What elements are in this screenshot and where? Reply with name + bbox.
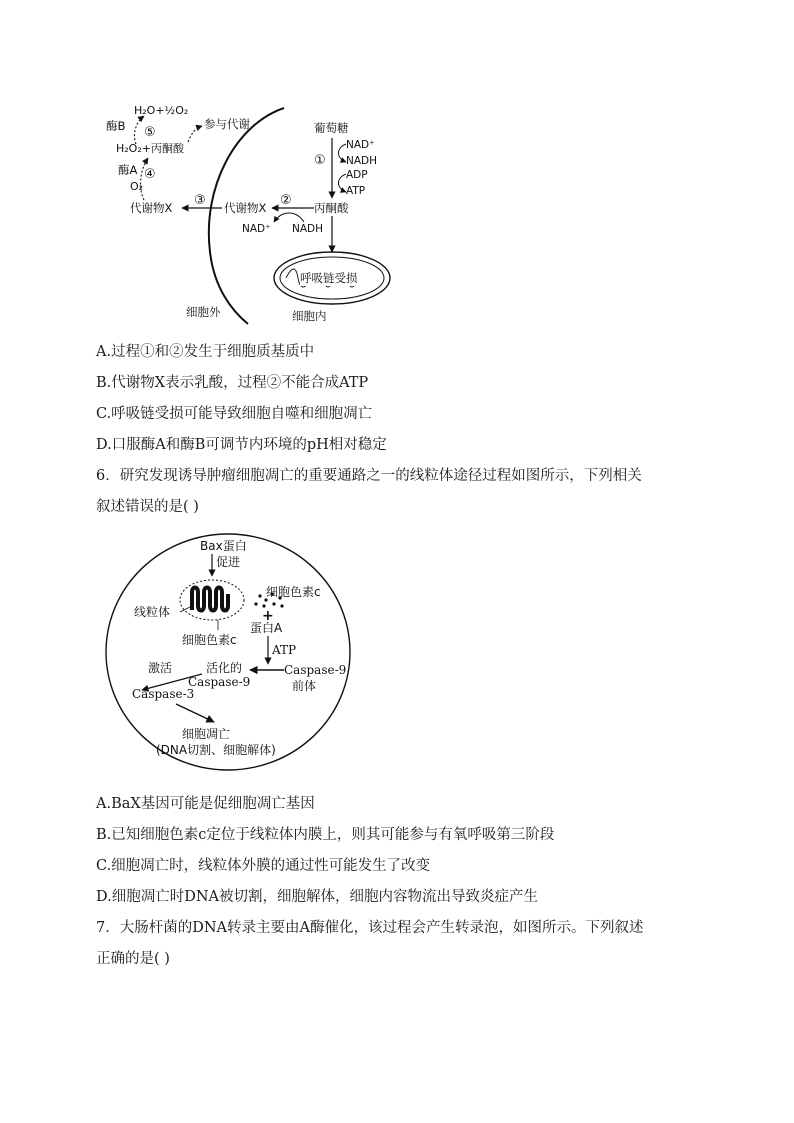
- enzyme-b-arrow: [134, 116, 144, 144]
- nadh-bottom-label: NADH: [292, 223, 324, 235]
- mitochondrion-label: 线粒体: [134, 605, 171, 619]
- h2o2-pyruvate-label: H₂O₂+丙酮酸: [116, 142, 184, 155]
- cell-membrane: [209, 108, 284, 324]
- apoptosis-label: 细胞凋亡: [182, 727, 231, 741]
- respiratory-chain-label: 呼吸链受损: [300, 271, 358, 285]
- metabolite-x-inside-label: 代谢物X: [224, 201, 267, 215]
- caspase9-active-label: Caspase-9: [188, 675, 251, 689]
- q5-option-d: D.口服酶A和酶B可调节内环境的pH相对稳定: [96, 437, 387, 453]
- metabolism-diagram: [96, 92, 396, 328]
- q6-option-c: C.细胞凋亡时，线粒体外膜的通过性可能发生了改变: [96, 858, 431, 874]
- activate-label: 激活: [148, 661, 173, 675]
- q5-option-b: B.代谢物X表示乳酸，过程②不能合成ATP: [96, 375, 369, 391]
- plus-sign: +: [262, 608, 274, 624]
- adp-label: ADP: [346, 169, 368, 181]
- nadh-label: NADH: [346, 155, 378, 167]
- cytochrome-c-below-label: 细胞色素c: [182, 633, 237, 647]
- atp-label: ATP: [346, 185, 366, 197]
- q5-option-a: A.过程①和②发生于细胞质基质中: [96, 344, 315, 360]
- nad-reduction-arc: [339, 144, 347, 162]
- activated-label: 活化的: [206, 661, 243, 675]
- caspase3-label: Caspase-3: [132, 687, 195, 701]
- h2o-half-o2-label: H₂O+½O₂: [134, 104, 189, 117]
- q7-stem-line2: 正确的是( ): [96, 951, 170, 967]
- caspase9-pre-label: Caspase-9: [284, 663, 347, 677]
- atp-synthesis-arc: [339, 174, 347, 192]
- step1-marker: ①: [314, 153, 326, 168]
- mitochondrion-shape: [180, 580, 244, 620]
- enzyme-b-label: 酶B: [106, 119, 126, 133]
- intracellular-label: 细胞内: [292, 309, 327, 323]
- extracellular-label: 细胞外: [186, 305, 221, 319]
- o2-label: O₂: [130, 180, 144, 193]
- q6-stem-line2: 叙述错误的是( ): [96, 499, 199, 515]
- apoptosis-detail-label: (DNA切割、细胞解体): [156, 743, 276, 757]
- step3-marker: ③: [194, 193, 206, 208]
- cytochrome-c-right-label: 细胞色素c: [266, 585, 321, 599]
- apoptosis-diagram: [96, 528, 360, 778]
- q5-option-c: C.呼吸链受损可能导致细胞自噬和细胞凋亡: [96, 406, 373, 422]
- step2-marker: ②: [280, 193, 292, 208]
- precursor-label: 前体: [292, 679, 317, 693]
- enzyme-a-label: 酶A: [118, 163, 138, 177]
- nad-plus-bottom-label: NAD⁺: [242, 223, 271, 235]
- promote-label: 促进: [216, 555, 241, 569]
- pyruvate-label: 丙酮酸: [314, 201, 349, 215]
- glucose-label: 葡萄糖: [314, 121, 349, 135]
- nad-plus-label: NAD⁺: [346, 139, 375, 151]
- q6-option-a: A.BaX基因可能是促细胞凋亡基因: [96, 796, 315, 812]
- step5-marker: ⑤: [144, 125, 156, 140]
- q6-option-b: B.已知细胞色素c定位于线粒体内膜上，则其可能参与有氧呼吸第三阶段: [96, 827, 555, 843]
- step4-marker: ④: [144, 167, 156, 182]
- to-metabolism-arrow: [188, 126, 202, 142]
- participate-metabolism-label: 参与代谢: [204, 117, 250, 131]
- protein-a-label: 蛋白A: [250, 621, 283, 635]
- q7-stem-line1: 7．大肠杆菌的DNA转录主要由A酶催化，该过程会产生转录泡，如图所示。下列叙述: [96, 920, 644, 936]
- metabolite-x-outside-label: 代谢物X: [130, 201, 173, 215]
- bax-protein-label: Bax蛋白: [200, 539, 247, 553]
- q6-stem-line1: 6．研究发现诱导肿瘤细胞凋亡的重要通路之一的线粒体途径过程如图所示，下列相关: [96, 468, 642, 484]
- q6-option-d: D.细胞凋亡时DNA被切割，细胞解体，细胞内容物流出导致炎症产生: [96, 889, 538, 905]
- to-apoptosis-arrow: [176, 704, 214, 722]
- nadh-oxidation-arc: [274, 213, 304, 222]
- atp-label: ATP: [272, 643, 297, 657]
